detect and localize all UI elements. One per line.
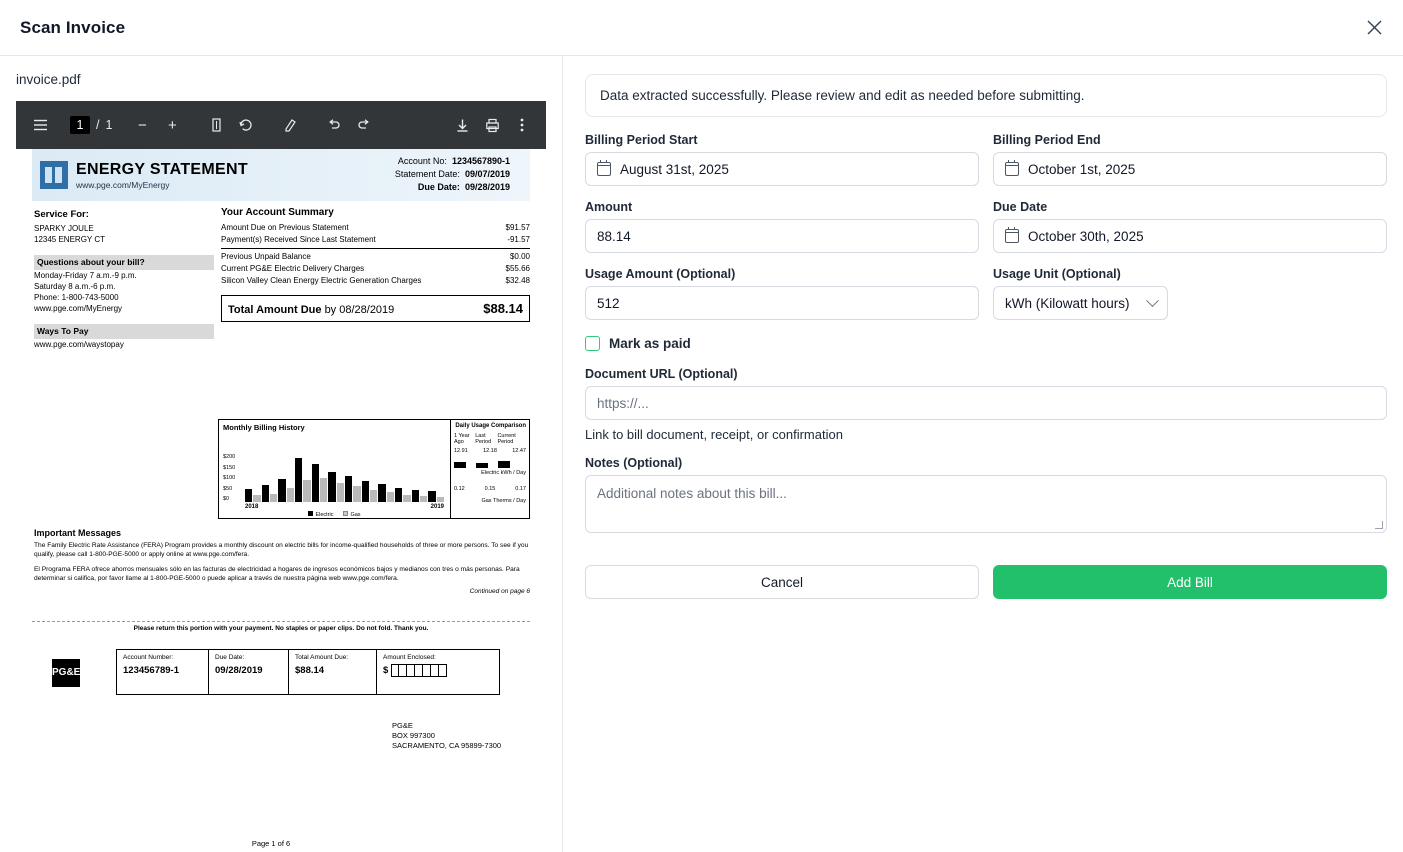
document-url-input[interactable]: [585, 386, 1387, 420]
summary-amount: $55.66: [505, 264, 530, 273]
calendar-icon: [1005, 229, 1019, 243]
summary-amount: $91.57: [505, 223, 530, 232]
usage-amount-input[interactable]: [585, 286, 979, 320]
usage-col-3: Current Period: [497, 433, 516, 445]
questions-line-4: www.pge.com/MyEnergy: [34, 304, 123, 313]
questions-title: Questions about your bill?: [34, 255, 214, 270]
account-no-label: Account No:: [397, 156, 447, 166]
total-due-label: Total Amount Due: [228, 304, 322, 316]
total-due-by: by 08/28/2019: [324, 304, 395, 316]
remit-line-3: SACRAMENTO, CA 95899-7300: [392, 741, 502, 750]
stub-label: Account Number:: [123, 654, 174, 661]
total-due-amount: $88.14: [483, 301, 523, 316]
notes-textarea[interactable]: [585, 475, 1387, 533]
summary-label: Silicon Valley Clean Energy Electric Generation Charges: [221, 276, 422, 285]
electric-val-2: 12.18: [483, 448, 497, 454]
stub-value: 123456789-1: [123, 665, 179, 676]
legend-electric: Electric: [315, 512, 334, 518]
account-summary: [221, 207, 530, 322]
due-date-value: 09/28/2019: [464, 182, 510, 192]
usage-comparison-title: Daily Usage Comparison: [455, 423, 526, 429]
billing-period-start-field: [585, 133, 979, 186]
document-page-footer: Page 1 of 6: [251, 839, 291, 848]
legend-gas: Gas: [350, 512, 361, 518]
menu-icon[interactable]: [26, 111, 54, 139]
due-date-label: Due Date:: [417, 182, 460, 192]
mark-as-paid-label: Mark as paid: [609, 336, 691, 351]
gas-val-2: 0.15: [484, 486, 496, 492]
add-bill-button[interactable]: Add Bill: [993, 565, 1387, 599]
document-url-field: [585, 367, 1387, 420]
invoice-brand-title: ENERGY STATEMENT: [76, 160, 248, 178]
document-url-placeholder: https://...: [597, 395, 649, 411]
usage-amount-field: [585, 267, 979, 320]
modal-header: [0, 0, 1403, 56]
important-messages: [34, 529, 530, 596]
statement-date-label: Statement Date:: [394, 169, 460, 179]
chart-year-left: 2018: [245, 504, 259, 510]
document-url-label: Document URL (Optional): [585, 367, 738, 381]
stub-label: Total Amount Due:: [295, 654, 349, 661]
billing-period-end-input[interactable]: [993, 152, 1387, 186]
undo-icon[interactable]: [320, 111, 348, 139]
invoice-brand-url: www.pge.com/MyEnergy: [76, 179, 170, 190]
extraction-status-message: Data extracted successfully. Please review and edit as needed before submitting.: [585, 74, 1387, 117]
ways-to-pay-line-1: www.pge.com/waystopay: [34, 340, 124, 349]
chart-legend: [219, 511, 450, 518]
summary-label: Previous Unpaid Balance: [221, 252, 311, 261]
questions-line-2: Saturday 8 a.m.-6 p.m.: [34, 282, 116, 291]
amount-enclosed-boxes: [391, 664, 447, 677]
amount-input[interactable]: [585, 219, 979, 253]
due-date-label: Due Date: [993, 200, 1048, 214]
important-messages-title: Important Messages: [34, 528, 122, 538]
download-icon[interactable]: [448, 111, 476, 139]
important-messages-es: El Programa FERA ofrece ahorros mensuales sólo en las facturas de electricidad a hogares de ingresos económicos bajos y medianos con tres o más personas. Para determinar si califica, por favor llame al 1-800-PGE-5000 o puede aplicar a través de nuestra página web www.pge.com/fera.: [34, 566, 520, 582]
modal-body: [0, 56, 1403, 852]
statement-date-value: 09/07/2019: [464, 169, 510, 179]
billing-period-start-input[interactable]: [585, 152, 979, 186]
file-name-label: invoice.pdf: [16, 72, 81, 87]
service-for-line-1: SPARKY JOULE: [34, 224, 94, 233]
stub-fields: [116, 649, 500, 695]
form-actions: [585, 565, 1387, 599]
summary-amount: $0.00: [509, 252, 530, 261]
page-separator: /: [96, 118, 100, 132]
mark-as-paid-row[interactable]: [585, 336, 1387, 351]
usage-amount-label: Usage Amount (Optional): [585, 267, 736, 281]
summary-label: Payment(s) Received Since Last Statement: [221, 235, 376, 244]
more-vertical-icon[interactable]: [508, 111, 536, 139]
pdf-preview-pane: [0, 56, 563, 852]
amount-field: [585, 200, 979, 253]
remit-address: [392, 721, 501, 751]
stub-value: 09/28/2019: [215, 665, 263, 676]
pge-stub-logo-icon: PG&E: [52, 659, 80, 687]
ways-to-pay-title: Ways To Pay: [34, 324, 214, 339]
notes-placeholder: Additional notes about this bill...: [597, 486, 787, 501]
summary-amount: -91.57: [507, 235, 530, 244]
billing-period-end-field: [993, 133, 1387, 186]
chart-x-axis: [245, 504, 444, 510]
gas-unit-label: Gas Therms / Day: [481, 498, 526, 504]
invoice-account-info: [395, 155, 510, 194]
remit-line-2: BOX 997300: [392, 731, 435, 740]
rotate-icon[interactable]: [232, 111, 260, 139]
chart-title: Monthly Billing History: [223, 423, 305, 432]
usage-amount-value: 512: [597, 295, 620, 311]
calendar-icon: [597, 162, 611, 176]
total-amount-due-box: [221, 295, 530, 322]
amount-label: Amount: [585, 200, 633, 214]
summary-label: Amount Due on Previous Statement: [221, 223, 349, 232]
electric-unit-label: Electric kWh / Day: [481, 470, 526, 476]
calendar-icon: [1005, 162, 1019, 176]
fit-page-icon[interactable]: [202, 111, 230, 139]
questions-line-3: Phone: 1-800-743-5000: [34, 293, 119, 302]
document-url-helper-text: Link to bill document, receipt, or confirmation: [585, 427, 843, 442]
stub-value: $88.14: [295, 665, 325, 676]
daily-usage-comparison: [451, 420, 529, 518]
account-summary-title: Your Account Summary: [221, 207, 334, 218]
page-title: Scan Invoice: [20, 17, 126, 37]
usage-unit-label: Usage Unit (Optional): [993, 267, 1121, 281]
stub-label: Due Date:: [215, 654, 245, 661]
questions-line-1: Monday-Friday 7 a.m.-9 p.m.: [34, 271, 137, 280]
important-messages-en: The Family Electric Rate Assistance (FERA) Program provides a monthly discount on electric bills for income-qualified households of three or more persons. To see if you qualify, please call 1-800-PGE-5000 or apply online at www.pge.com/fera.: [34, 542, 529, 558]
pdf-toolbar: [16, 101, 546, 149]
summary-label: Current PG&E Electric Delivery Charges: [221, 264, 365, 273]
gas-val-1: 0.12: [454, 486, 465, 492]
electric-val-3: 12.47: [512, 448, 526, 454]
print-icon[interactable]: [478, 111, 506, 139]
usage-unit-value: kWh (Kilowatt hours): [1005, 295, 1130, 311]
page-number-input[interactable]: 1: [70, 116, 90, 134]
pdf-page[interactable]: [16, 149, 546, 852]
billing-period-start-value: August 31st, 2025: [620, 161, 729, 177]
account-no-value: 1234567890-1: [451, 156, 510, 166]
billing-history-chart: [218, 419, 530, 519]
usage-col-1: 1 Year Ago: [454, 433, 470, 445]
redo-icon[interactable]: [350, 111, 378, 139]
notes-label: Notes (Optional): [585, 456, 683, 470]
due-date-value: October 30th, 2025: [1028, 228, 1144, 244]
continued-note: Continued on page 6: [469, 588, 530, 595]
y-tick: $50: [223, 485, 233, 492]
close-icon[interactable]: [1359, 12, 1389, 42]
invoice-header-band: [32, 149, 530, 201]
due-date-field: [993, 200, 1387, 253]
service-for-title: Service For:: [34, 209, 89, 220]
gas-val-3: 0.17: [515, 486, 526, 492]
highlighter-icon[interactable]: [276, 111, 304, 139]
notes-field: [585, 456, 1387, 533]
usage-unit-select[interactable]: [993, 286, 1168, 320]
billing-period-end-value: October 1st, 2025: [1028, 161, 1136, 177]
stub-label: Amount Enclosed:: [383, 654, 436, 661]
cancel-button[interactable]: Cancel: [585, 565, 979, 599]
zoom-in-icon[interactable]: +: [168, 116, 177, 134]
invoice-document: [16, 149, 546, 852]
invoice-service-column: [34, 209, 214, 350]
usage-col-2: Last Period: [475, 433, 492, 445]
pge-logo-icon: [40, 161, 68, 189]
stub-value: $: [383, 664, 389, 676]
tear-off-note: Please return this portion with your payment. No staples or paper clips. Do not fold. Thank you.: [32, 621, 530, 632]
y-tick: $200: [223, 454, 236, 460]
chevron-down-icon: [1146, 294, 1159, 307]
y-tick: $150: [223, 464, 236, 471]
billing-period-start-label: Billing Period Start: [585, 133, 698, 147]
chart-bars: [245, 454, 444, 502]
billing-period-end-label: Billing Period End: [993, 133, 1101, 147]
chart-y-axis: [223, 454, 235, 502]
monthly-billing-history: [219, 420, 451, 518]
chart-year-right: 2019: [430, 504, 444, 510]
page-total-label: 1: [105, 118, 113, 132]
remit-line-1: PG&E: [392, 721, 413, 730]
form-grid-row-1: [585, 133, 1387, 334]
mark-as-paid-checkbox[interactable]: [585, 336, 600, 351]
zoom-out-icon[interactable]: −: [138, 116, 147, 134]
pdf-viewer: [16, 101, 546, 852]
extracted-data-form: [563, 56, 1403, 852]
usage-unit-field: [993, 267, 1387, 320]
summary-amount: $32.48: [505, 276, 530, 285]
amount-value: 88.14: [597, 228, 631, 244]
y-tick: $100: [223, 475, 236, 481]
service-for-line-2: 12345 ENERGY CT: [34, 235, 105, 244]
electric-val-1: 12.91: [454, 448, 468, 454]
due-date-input[interactable]: [993, 219, 1387, 253]
y-tick: $0: [223, 496, 230, 502]
